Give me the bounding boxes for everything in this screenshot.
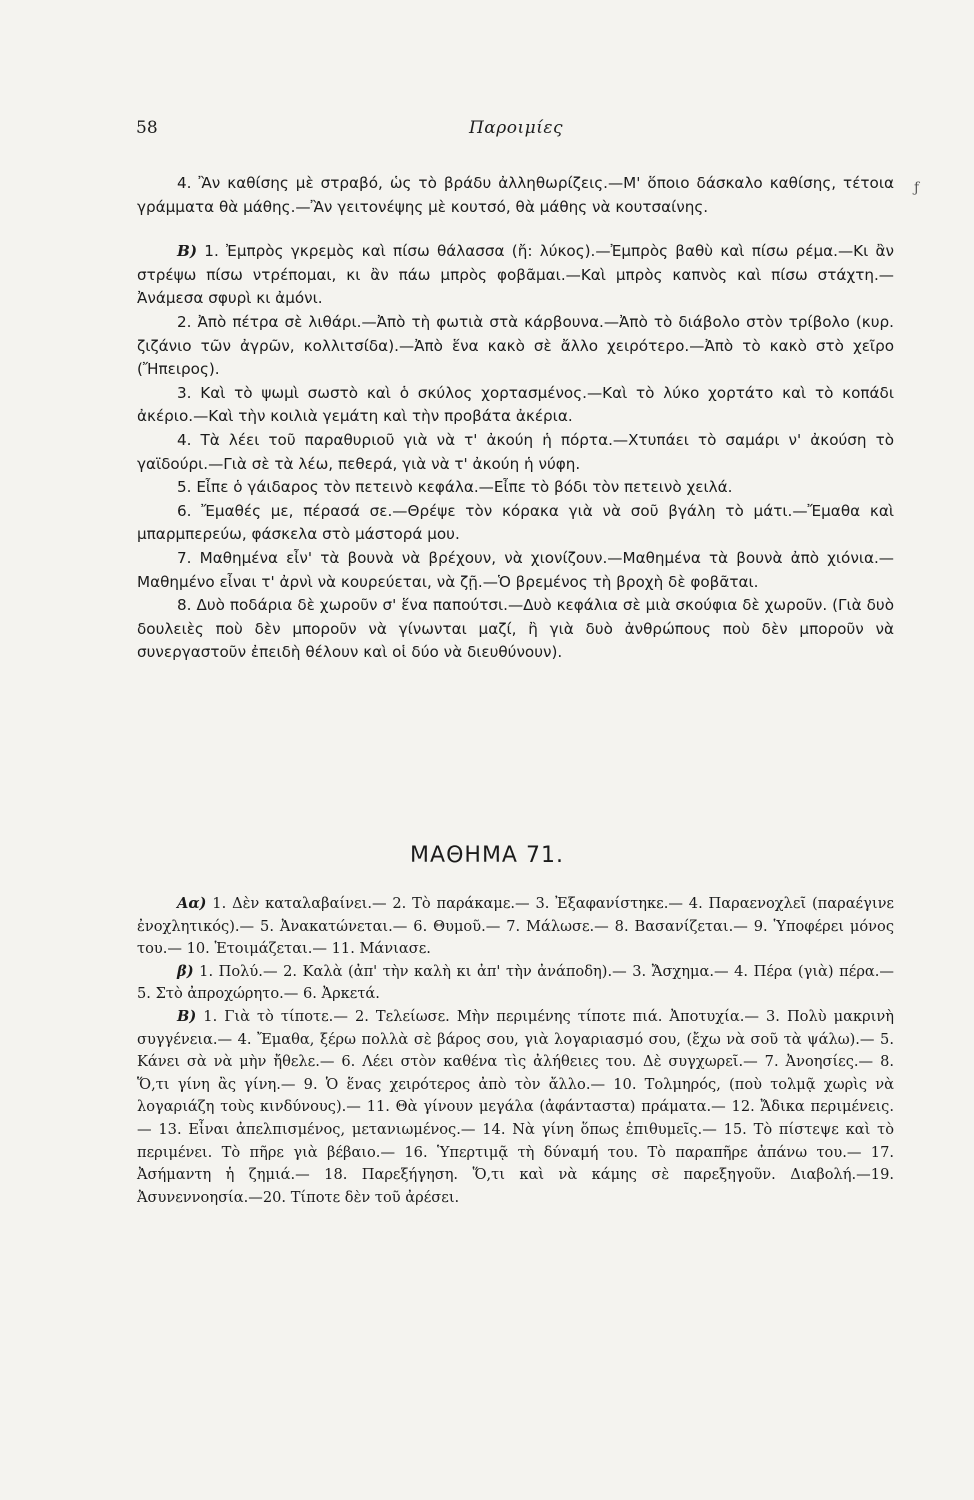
- running-title: Παροιμίες: [468, 118, 564, 138]
- paragraph-text: 2. Ἀπὸ πέτρα σὲ λιθάρι.—Ἀπὸ τὴ φωτιὰ στὰ κάρβουνα.—Ἀπὸ τὸ διάβολο στὸν τρίβολο (κυρ. ζιζάνιο τῶν ἀγρῶν, κολλιτσίδα).—Ἀπὸ ἕνα κακὸ σὲ ἄλλο χειρότερο.—Ἀπὸ τὸ κακὸ στὸ χεῖρο (Ἤπειρος).: [137, 312, 894, 379]
- paragraph-text: 7. Μαθημένα εἶν' τὰ βουνὰ νὰ βρέχουν, νὰ χιονίζουν.—Μαθημένα τὰ βουνὰ ἀπὸ χιόνια.—Μαθημένο εἶναι τ' ἀρνὶ νὰ κουρεύεται, νὰ ζῇ.—Ὁ βρεμένος τὴ βροχὴ δὲ φοβᾶται.: [137, 548, 894, 591]
- proverb-paragraph-3: [137, 382, 894, 429]
- paragraph-text: 5. Εἶπε ὁ γάιδαρος τὸν πετεινὸ κεφάλα.—Εἶπε τὸ βόδι τὸν πετεινὸ χειλά.: [177, 478, 733, 497]
- page-header: [136, 118, 896, 148]
- proverb-paragraph-4: [137, 172, 894, 219]
- proverb-paragraph-6: [137, 500, 894, 547]
- paragraph-text: 4. Ἂν καθίσης μὲ στραβό, ὡς τὸ βράδυ ἀλληθωρίζεις.—Μ' ὅποιο δάσκαλο καθίσης, τέτοια γράμματα θὰ μάθης.—Ἂν γειτονέψης μὲ κουτσό, θὰ μάθης νὰ κουτσαίνης.: [137, 174, 894, 216]
- paragraph-text: 3. Καὶ τὸ ψωμὶ σωστὸ καὶ ὁ σκύλος χορτασμένος.—Καὶ τὸ λύκο χορτάτο καὶ τὸ κοπάδι ἀκέριο.—Καὶ τὴν κοιλιὰ γεμάτη καὶ τὴν προβάτα ἀκέρια.: [137, 383, 894, 426]
- lesson-heading: ΜΑΘΗΜΑ 71.: [410, 843, 564, 868]
- paragraph-text: 1. Γιὰ τὸ τίποτε.— 2. Τελείωσε. Μὴν περιμένης τίποτε πιά. Ἀποτυχία.— 3. Πολὺ μακρινὴ συγγένεια.— 4. Ἔμαθα, ξέρω πολλὰ σὲ βάρος σου, γιὰ λογαριασμό σου, (ἔχω νὰ σοῦ τὰ ψάλω).— 5. Κάνει σὰ νὰ μὴν ἤθελε.— 6. Λέει στὸν καθένα τὶς ἀλήθειες του. Δὲ συγχωρεῖ.— 7. Ἀνοησίες.— 8. Ὅ,τι γίνη ἂς γίνη.— 9. Ὁ ἕνας χειρότερος ἀπὸ τὸν ἄλλο.— 10. Τολμηρός, (ποὺ τολμᾷ χωρὶς νὰ λογαριάζη τοὺς κινδύνους).— 11. Θὰ γίνουν μεγάλα (ἀφάνταστα) πράματα.— 12. Ἄδικα περιμένεις.— 13. Εἶναι ἀπελπισμένος, μετανιωμένος.— 14. Νὰ γίνη ὅπως ἐπιθυμεῖς.— 15. Τὸ πίστεψε καὶ τὸ περιμένει. Τὸ πῆρε γιὰ βέβαιο.— 16. Ὑπερτιμᾷ τὴ δύναμή του. Τὸ παραπῆρε ἀπάνω του.— 17. Ἀσήμαντη ἡ ζημιά.— 18. Παρεξήγηση. Ὅ,τι καὶ νὰ κάμης σὲ παρεξηγοῦν. Διαβολή.—19. Ἀσυνεννοησία.—20. Τίποτε δὲν τοῦ ἀρέσει.: [137, 1007, 894, 1206]
- section-label-b2: Β): [177, 1007, 197, 1025]
- paragraph-text: 1. Δὲν καταλαβαίνει.— 2. Τὸ παράκαμε.— 3. Ἐξαφανίστηκε.— 4. Παραενοχλεῖ (παραέγινε ἐνοχλητικός).— 5. Ἀνακατώνεται.— 6. Θυμοῦ.— 7. Μάλωσε.— 8. Βασανίζεται.— 9. Ὑποφέρει μόνος του.— 10. Ἑτοιμάζεται.— 11. Μάνιασε.: [137, 895, 894, 958]
- answers-paragraph-aa: [137, 893, 894, 961]
- proverb-paragraph-2: [137, 311, 894, 382]
- answers-paragraph-beta: [137, 961, 894, 1006]
- answers-paragraph-b: [137, 1006, 894, 1209]
- page-number: 58: [136, 118, 158, 138]
- proverb-paragraph-5: [137, 476, 894, 500]
- paragraph-text: 4. Τὰ λέει τοῦ παραθυριοῦ γιὰ νὰ τ' ἀκούη ἡ πόρτα.—Χτυπάει τὸ σαμάρι ν' ἀκούση τὸ γαϊδούρι.—Γιὰ σὲ τὰ λέω, πεθερά, γιὰ νὰ τ' ἀκούη ἡ νύφη.: [137, 430, 894, 473]
- section-label-b: Β): [177, 242, 198, 261]
- section-label-beta: β): [177, 962, 194, 980]
- answers-section: [137, 893, 894, 1209]
- proverb-paragraph-8: [137, 594, 894, 665]
- paragraph-text: 1. Ἐμπρὸς γκρεμὸς καὶ πίσω θάλασσα (ἤ: λύκος).—Ἐμπρὸς βαθὺ καὶ πίσω ρέμα.—Κι ἂν στρέψω πίσω ντρέπομαι, κι ἂν πάω μπρὸς φοβᾶμαι.—Καὶ μπρὸς καπνὸς καὶ πίσω στάχτη.—Ἀνάμεσα σφυρὶ κι ἀμόνι.: [137, 242, 894, 308]
- proverbs-section: [137, 172, 894, 665]
- paragraph-text: 8. Δυὸ ποδάρια δὲ χωροῦν σ' ἕνα παπούτσι.—Δυὸ κεφάλια σὲ μιὰ σκούφια δὲ χωροῦν. (Γιὰ δυὸ δουλειὲς ποὺ δὲν μποροῦν νὰ γίνωνται μαζί, ἢ γιὰ δυὸ ἀνθρώπους ποὺ δὲν μποροῦν νὰ συνεργαστοῦν ἐπειδὴ θέλουν καὶ οἱ δύο νὰ διευθύνουν).: [137, 596, 894, 662]
- proverb-paragraph-b1: [137, 240, 894, 311]
- section-label-aa: Αα): [177, 895, 207, 912]
- margin-mark: ƒ: [914, 180, 920, 196]
- proverb-paragraph-7: [137, 547, 894, 594]
- paragraph-text: 1. Πολύ.— 2. Καλὰ (ἀπ' τὴν καλὴ κι ἀπ' τὴν ἀνάποδη).— 3. Ἄσχημα.— 4. Πέρα (γιὰ) πέρα.— 5. Στὸ ἀπροχώρητο.— 6. Ἀρκετά.: [137, 962, 894, 1003]
- proverb-paragraph-4b: [137, 429, 894, 476]
- paragraph-text: 6. Ἔμαθές με, πέρασά σε.—Θρέψε τὸν κόρακα γιὰ νὰ σοῦ βγάλη τὸ μάτι.—Ἔμαθα καὶ μπαρμπερεύω, φάσκελα στὸ μάστορά μου.: [137, 501, 894, 544]
